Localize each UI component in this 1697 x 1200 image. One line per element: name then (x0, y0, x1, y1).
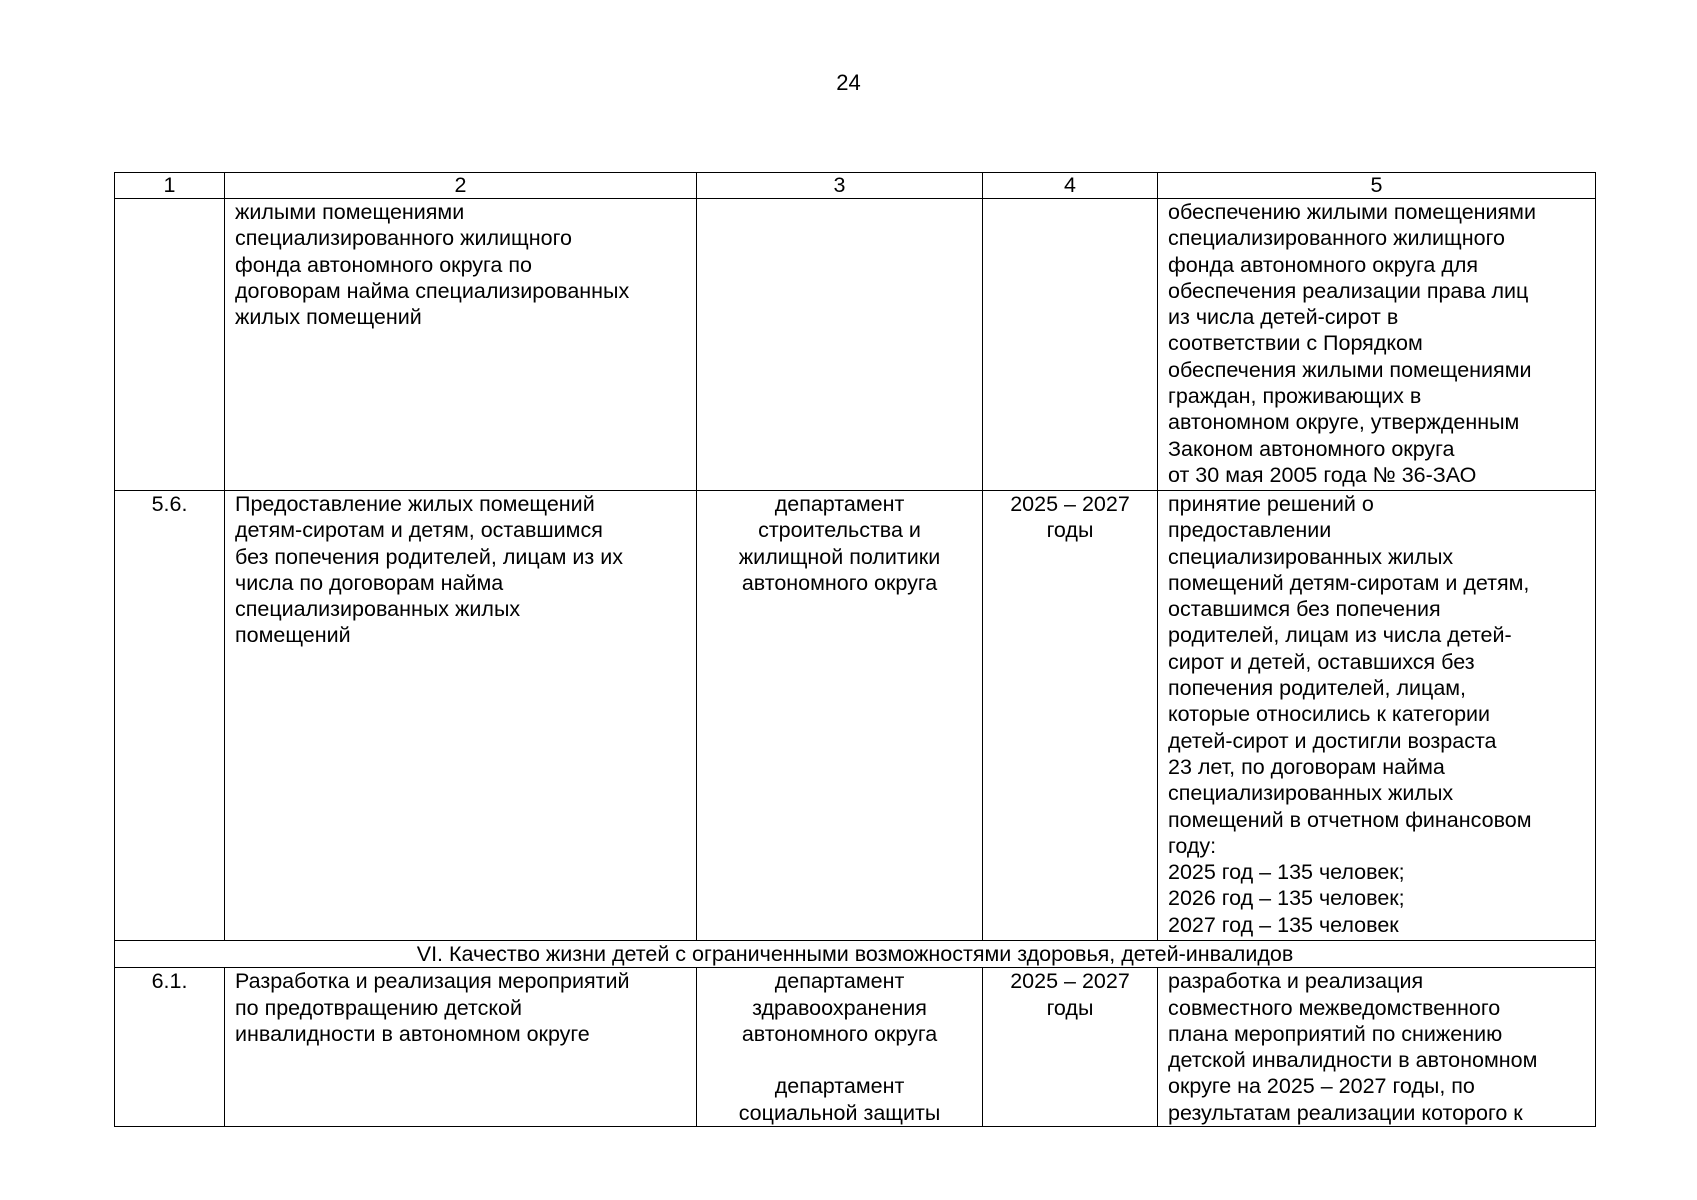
page-number: 24 (836, 70, 861, 95)
text-line: без попечения родителей, лицам из их (235, 544, 624, 569)
text-line: граждан, проживающих в (1168, 384, 1422, 409)
text-line: специализированного жилищного (235, 226, 572, 251)
text-line: принятие решений о (1168, 492, 1374, 516)
col-header-4: 4 (983, 173, 1158, 199)
text-line: жилыми помещениями (235, 200, 465, 224)
text-line: 2026 год – 135 человек; (1168, 886, 1405, 911)
text-line: соответствии с Порядком (1168, 331, 1423, 356)
executor-social (707, 1073, 972, 1126)
expected-result (1158, 491, 1596, 941)
measure-name (225, 491, 697, 941)
text-line: оставшимся без попечения (1168, 597, 1441, 622)
expected-result (1158, 968, 1596, 1127)
text-line: помещений в отчетном финансовом (1168, 807, 1532, 832)
text-line: плана мероприятий по снижению (1168, 1021, 1503, 1046)
text-line: детей-сирот и достигли возраста (1168, 728, 1497, 753)
header-row (115, 173, 1596, 199)
text-line: годы (1046, 518, 1094, 543)
text-line: фонда автономного округа для (1168, 252, 1479, 277)
measure-name (225, 968, 697, 1127)
text-line: договорам найма специализированных (235, 278, 630, 303)
text-line: здравоохранения (752, 995, 927, 1020)
text-line: от 30 мая 2005 года № 36-ЗАО (1168, 462, 1477, 487)
text-line: 2027 год – 135 человек (1168, 912, 1399, 937)
executor (697, 491, 983, 941)
expected-result (1158, 199, 1596, 491)
text-line: специализированных жилых (1168, 781, 1454, 806)
row-number: 6.1. (115, 968, 225, 1127)
measures-table (114, 172, 1596, 1127)
table-row (115, 199, 1596, 491)
text-line: предоставлении (1168, 518, 1332, 543)
text-line: 2025 – 2027 (1010, 492, 1130, 516)
text-line: родителей, лицам из числа детей- (1168, 623, 1512, 648)
text-line: инвалидности в автономном округе (235, 1021, 590, 1046)
text-line: специализированного жилищного (1168, 226, 1505, 251)
text-line: помещений (235, 623, 351, 648)
text-line: детям-сиротам и детям, оставшимся (235, 518, 603, 543)
text-line: специализированных жилых (235, 597, 521, 622)
text-line: совместного межведомственного (1168, 995, 1501, 1020)
text-line: из числа детей-сирот в (1168, 305, 1399, 330)
text-line: обеспечения жилыми помещениями (1168, 357, 1532, 382)
measure-name (225, 199, 697, 491)
text-line: 2025 год – 135 человек; (1168, 860, 1405, 885)
text-line: результатам реализации которого к (1168, 1100, 1523, 1125)
text-line: департамент (774, 492, 905, 516)
text-line: 2025 – 2027 (1010, 969, 1130, 994)
text-line: социальной защиты (738, 1100, 941, 1125)
text-line: жилых помещений (235, 305, 422, 330)
text-line: округе на 2025 – 2027 годы, по (1168, 1074, 1475, 1099)
text-line: сирот и детей, оставшихся без (1168, 649, 1475, 674)
executor-gap (707, 1047, 972, 1073)
text-line: по предотвращению детской (235, 995, 523, 1020)
period (983, 199, 1158, 491)
text-line: автономного округа (741, 1021, 938, 1046)
text-line: автономном округе, утвержденным (1168, 410, 1520, 435)
col-header-1: 1 (115, 173, 225, 199)
text-line: Предоставление жилых помещений (235, 492, 595, 516)
text-line: годы (1046, 995, 1094, 1020)
executor (697, 199, 983, 491)
text-line: помещений детям-сиротам и детям, (1168, 570, 1530, 595)
text-line: Разработка и реализация мероприятий (235, 969, 630, 994)
period (983, 968, 1158, 1127)
row-number (115, 199, 225, 491)
text-line: детской инвалидности в автономном (1168, 1048, 1538, 1073)
executor (697, 968, 983, 1127)
text-line: фонда автономного округа по (235, 252, 532, 277)
text-line: департамент (774, 969, 905, 994)
col-header-3: 3 (697, 173, 983, 199)
text-line: Законом автономного округа (1168, 436, 1455, 461)
text-line: обеспечению жилыми помещениями (1168, 200, 1536, 224)
table-row (115, 491, 1596, 941)
text-line: обеспечения реализации права лиц (1168, 278, 1529, 303)
text-line: попечения родителей, лицам, (1168, 676, 1467, 701)
text-line: которые относились к категории (1168, 702, 1491, 727)
col-header-2: 2 (225, 173, 697, 199)
col-header-5: 5 (1158, 173, 1596, 199)
text-line: департамент (774, 1074, 905, 1099)
text-line: строительства и (758, 518, 921, 543)
text-line: автономного округа (741, 570, 938, 595)
text-line: году: (1168, 833, 1217, 858)
text-line: специализированных жилых (1168, 544, 1454, 569)
table-row (115, 968, 1596, 1127)
section-row (115, 941, 1596, 968)
text-line: жилищной политики (738, 544, 941, 569)
text-line: 23 лет, по договорам найма (1168, 754, 1445, 779)
text-line: разработка и реализация (1168, 969, 1424, 994)
executor-health (707, 968, 972, 1047)
text-line: числа по договорам найма (235, 570, 504, 595)
period (983, 491, 1158, 941)
row-number: 5.6. (115, 491, 225, 941)
section-title: VI. Качество жизни детей с ограниченными возможностями здоровья, детей-инвалидов (115, 941, 1596, 968)
